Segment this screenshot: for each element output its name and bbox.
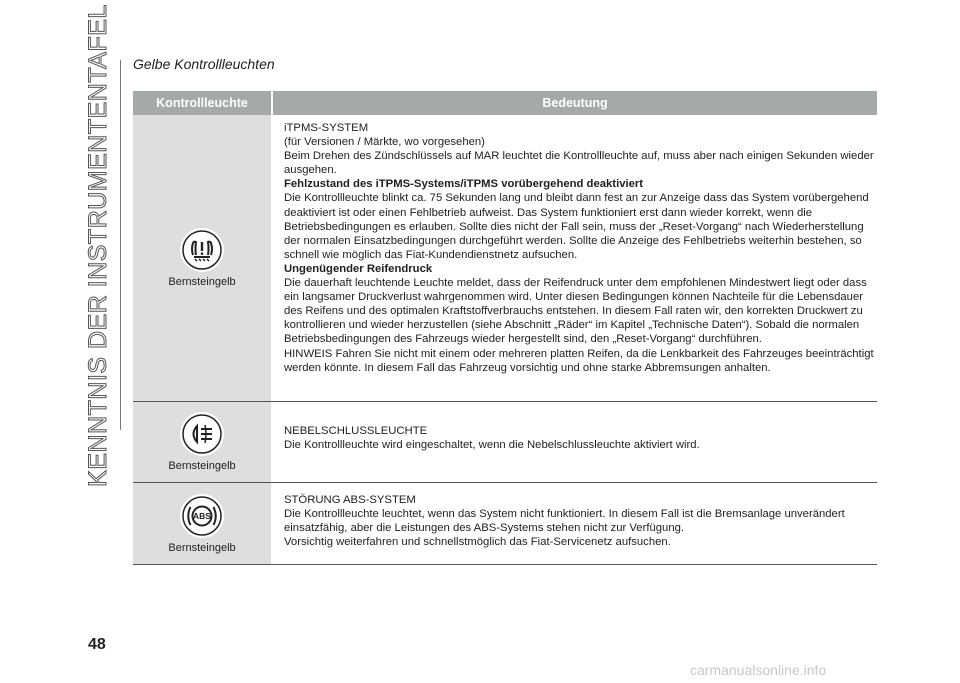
header-meaning: Bedeutung [271,91,877,115]
table-row [133,115,877,402]
meaning-cell [271,402,877,482]
header-indicator: Kontrollleuchte [156,96,248,110]
indicator-cell [133,115,271,401]
watermark: carmanualsonline.info [690,662,827,678]
page-number: 48 [88,636,106,653]
tire-pressure-warning-icon [180,228,224,272]
indicator-cell [133,402,271,482]
meaning-paragraph: Die Kontrollleuchte wird eingeschaltet, wenn die Nebelschlussleuchte aktiviert wird. [284,439,700,452]
section-title: Gelbe Kontrollleuchten [133,56,275,72]
sidebar-divider [120,60,121,430]
warning-lights-table [133,91,877,565]
indicator-cell [133,483,271,564]
meaning-paragraph: Die dauerhaft leuchtende Leuchte meldet, dass der Reifendruck unter dem empfohlenen Mindestwert liegt oder dass ein langsamer Druckverlust wahrgenommen wird. Unter diesen Bedingungen können Nachteile für die Lebensdauer des Reifens und des optimalen Kraftstoffverbrauchs entstehen. In diesem Fall raten wir, den korrekten Druckwert zu kontrollieren und wieder herzustellen (siehe Abschnitt „Räder“ im Kapitel „Technische Daten“). Sobald die normalen Betriebsbedingungen des Fahrzeugs wieder hergestellt sind, den „Reset-Vorgang“ durchführen. [284,277,867,346]
meaning-paragraph: Die Kontrollleuchte leuchtet, wenn das System nicht funktioniert. In diesem Fall ist die Bremsanlage unverändert einsatzfähig, aber die Leistungen des ABS-Systems stehen nicht zur Verfügung. [284,508,845,535]
table-row [133,483,877,565]
meaning-heading: NEBELSCHLUSSLEUCHTE [284,425,428,437]
meaning-heading: STÖRUNG ABS-SYSTEM [284,494,416,506]
abs-icon-text: ABS [193,510,211,521]
meaning-cell [271,483,877,564]
meaning-paragraph: Beim Drehen des Zündschlüssels auf MAR leuchtet die Kontrollleuchte auf, muss aber nach einigen Sekunden wieder ausgehen. [284,150,874,177]
indicator-color-label: Bernsteingelb [168,541,236,554]
rear-fog-light-icon [180,412,224,456]
meaning-paragraph: Die Kontrollleuchte blinkt ca. 75 Sekunden lang und bleibt dann fest an zur Anzeige dass das System vorübergehend deaktiviert ist oder einen Fehlbetrieb aufweist. Das System funktioniert erst dann wieder korrekt, wenn die Betriebsbedingungen es erlauben. Sollte dies nicht der Fall sein, muss der „Reset-Vorgang“ nach Wiederherstellung der normalen Einsatzbedingungen durchgeführt werden. Sollte die Anzeige des Fehlbetriebs weiterhin bestehen, so schnell wie möglich das Fiat-Kundendienstnetz aufsuchen. [284,192,869,261]
chapter-title-vertical [80,3,116,487]
chapter-title-text: KENNTNIS DER INSTRUMENTENTAFEL [83,3,112,487]
table-row [133,402,877,483]
meaning-subheading: Ungenügender Reifendruck [284,262,433,275]
meaning-note-hinweis: HINWEIS Fahren Sie nicht mit einem oder mehreren platten Reifen, da die Lenkbarkeit des Fahrzeuges beeinträchtigt werden könnte. In diesem Fall das Fahrzeug vorsichtig und ohne starke Abbremsungen anhalten. [284,347,874,374]
indicator-color-label: Bernsteingelb [168,460,236,472]
meaning-heading: iTPMS-SYSTEM [284,122,369,134]
table-header [133,91,877,115]
meaning-cell [271,115,877,401]
meaning-note: (für Versionen / Märkte, wo vorgesehen) [284,136,485,149]
meaning-paragraph: Vorsichtig weiterfahren und schnellstmöglich das Fiat-Servicenetz aufsuchen. [284,536,671,549]
indicator-color-label: Bernsteingelb [168,276,236,288]
meaning-subheading: Fehlzustand des iTPMS-Systems/iTPMS vorübergehend deaktiviert [284,178,644,191]
abs-icon [180,494,224,538]
